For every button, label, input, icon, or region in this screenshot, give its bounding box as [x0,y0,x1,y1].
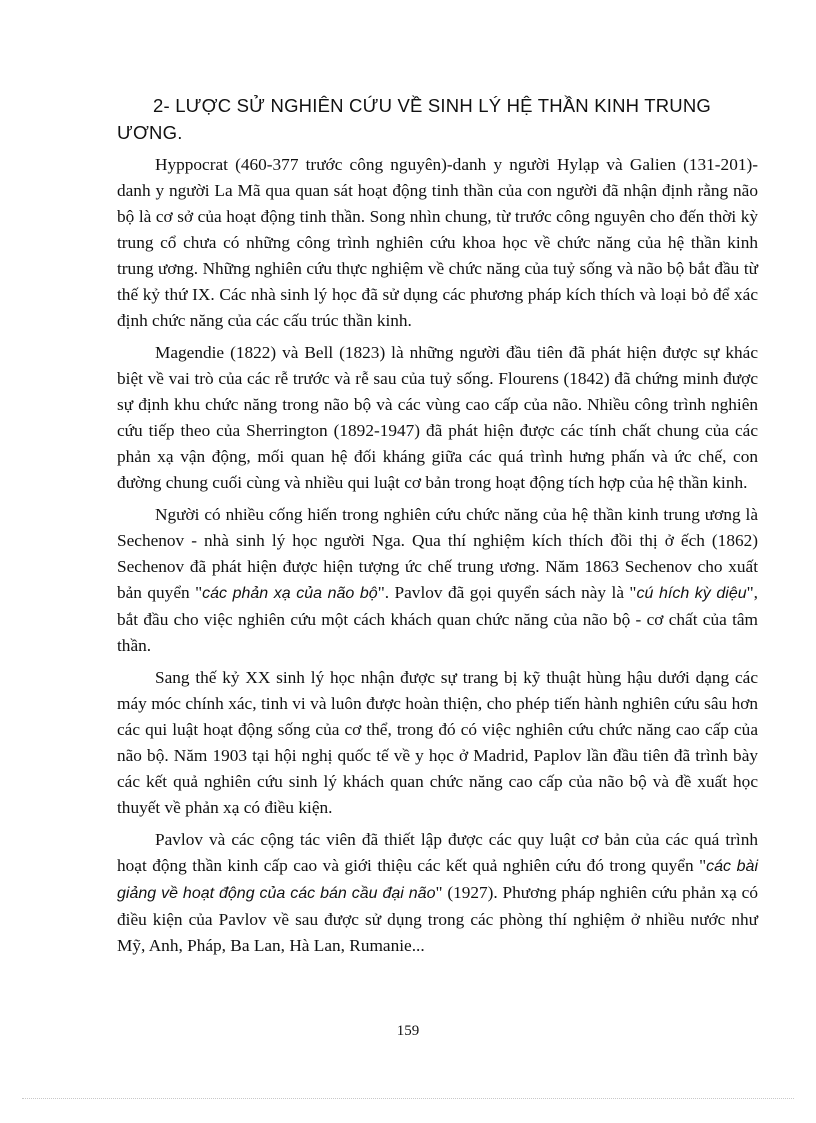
paragraph-5-text-a: Pavlov và các cộng tác viên đã thiết lập được các quy luật cơ bản của các quá trình hoạt động thần kinh cấp cao và giới thiệu các kết quả nghiên cứu đó trong quyển " [117,830,758,875]
lecture-title-italic: các bài giảng về hoạt động của các bán cầu đại não [117,858,759,902]
paragraph-3 [117,502,758,659]
quote-italic: cú hích kỳ diệu [636,585,747,602]
paragraph-5 [117,827,758,959]
page-number: 159 [396,1023,420,1039]
section-heading: 2- LƯỢC SỬ NGHIÊN CỨU VỀ SINH LÝ HỆ THẦN KINH TRUNG ƯƠNG. [117,95,711,143]
paragraph-3-text-c: ". Pavlov đã gọi quyển sách này là " [377,583,637,602]
paragraph-1: Hyppocrat (460-377 trước công nguyên)-danh y người Hylạp và Galien (131-201)-danh y người La Mã qua quan sát hoạt động tinh thần của con người đã nhận định rằng não bộ là cơ sở của hoạt động tinh thần. Song nhìn chung, từ trước công nguyên cho đến thời kỳ trung cổ chưa có những công trình nghiên cứu khoa học về chức năng của hệ thần kinh trung ương. Những nghiên cứu thực nghiệm về chức năng của tuỷ sống và não bộ bắt đầu từ thế kỷ thứ IX. Các nhà sinh lý học đã sử dụng các phương pháp kích thích và loại bỏ để xác định chức năng của các cấu trúc thần kinh. [117,155,758,330]
paragraph-3-text-a: Người có nhiều cống hiến trong nghiên cứu chức năng của hệ thần kinh trung ương là Sechenov - nhà sinh lý học người Nga. Qua thí nghiệm kích thích đồi thị ở ếch (1862) Sechenov đã phát hiện được hiện tượng ức chế trung ương. Năm 1863 Sechenov cho xuất bản quyển " [117,505,758,602]
paragraph-3-text-e: ", bắt đầu cho việc nghiên cứu một cách khách quan chức năng của não bộ - cơ chất của tâm thần. [117,583,758,655]
paragraph-5-text-c: " (1927). Phương pháp nghiên cứu phản xạ có điều kiện của Pavlov về sau được sử dụng trong các phòng thí nghiệm ở nhiều nước như Mỹ, Anh, Pháp, Ba Lan, Hà Lan, Rumanie... [117,883,758,955]
paragraph-2: Magendie (1822) và Bell (1823) là những người đầu tiên đã phát hiện được sự khác biệt về vai trò của các rễ trước và rễ sau của tuỷ sống. Flourens (1842) đã chứng minh được sự định khu chức năng trong não bộ và các vùng cao cấp của não. Nhiều công trình nghiên cứu tiếp theo của Sherrington (1892-1947) đã phát hiện được các tính chất chung của các phản xạ vận động, mối quan hệ đối kháng giữa các quá trình hưng phấn và ức chế, con đường chung cuối cùng và nhiều qui luật cơ bản trong hoạt động tích hợp của hệ thần kinh. [117,343,758,492]
page-content [117,92,758,965]
page-bottom-divider [22,1098,794,1099]
paragraph-4: Sang thế kỷ XX sinh lý học nhận được sự trang bị kỹ thuật hùng hậu dưới dạng các máy móc chính xác, tinh vi và luôn được hoàn thiện, cho phép tiến hành nghiên cứu sâu hơn các qui luật hoạt động sống của cơ thể, trong đó có việc nghiên cứu chức năng cao cấp của não bộ. Năm 1903 tại hội nghị quốc tế về y học ở Madrid, Paplov lần đầu tiên đã trình bày các kết quả nghiên cứu sinh lý khách quan chức năng cao cấp của não bộ và đề xuất học thuyết về phản xạ có điều kiện. [117,668,758,817]
book-title-italic: các phản xạ của não bộ [202,585,378,602]
